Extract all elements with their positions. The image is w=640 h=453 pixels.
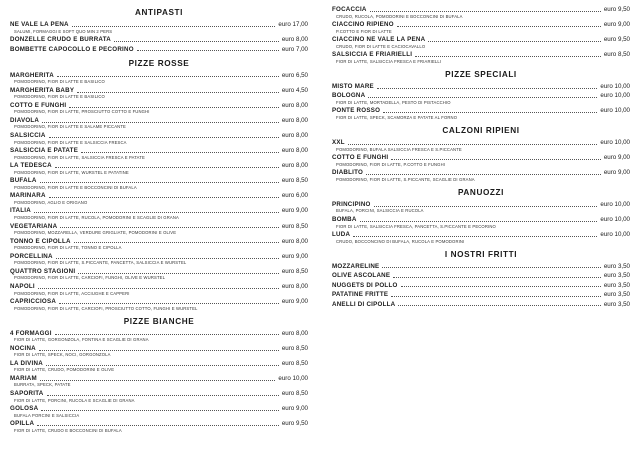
menu-item: [10, 46, 308, 53]
menu-item: [10, 102, 308, 115]
menu-item: [332, 154, 630, 167]
menu-item-description: FIOR DI LATTE, MORTADELLA, PESTO DI PISTACCHIO: [336, 99, 451, 105]
menu-item-name: MARINARA: [10, 192, 46, 200]
menu-item-name: NUGGETS DI POLLO: [332, 281, 398, 289]
menu-item: [332, 169, 630, 182]
menu-item-name: COTTO E FUNGHI: [10, 101, 67, 109]
menu-item: [10, 330, 308, 343]
menu-item-name: QUATTRO STAGIONI: [10, 267, 76, 275]
menu-item: [10, 360, 308, 373]
leader-dots: [60, 227, 279, 228]
menu-item: [10, 268, 308, 281]
menu-item-price: euro 9,00: [603, 154, 630, 162]
menu-item-description: FIOR DI LATTE, PORCINI, RUCOLA E SCAGLIE DI GRANA: [14, 397, 135, 403]
menu-item-price: euro 8,00: [281, 101, 308, 109]
menu-item: [10, 36, 308, 43]
menu-item-price: euro 8,00: [281, 329, 308, 337]
menu-item-price: euro 9,00: [603, 169, 630, 177]
menu-item-price: euro 10,00: [278, 374, 308, 382]
leader-dots: [368, 97, 597, 98]
menu-item-name: PATATINE FRITTE: [332, 291, 389, 299]
section-items-pizze-speciali: [332, 83, 630, 120]
menu-item-line: [10, 268, 308, 275]
menu-item-price: euro 8,50: [281, 344, 308, 352]
menu-item: [10, 390, 308, 403]
menu-item-line: [10, 330, 308, 337]
menu-item: [10, 375, 308, 388]
section-items-pizze-bianche: [10, 330, 308, 433]
section-title-nostri-fritti: I NOSTRI FRITTI: [444, 249, 518, 259]
leader-dots: [41, 410, 279, 411]
menu-item: [10, 223, 308, 236]
leader-dots: [393, 277, 601, 278]
menu-item-price: euro 3,50: [603, 281, 630, 289]
menu-item-price: euro 7,00: [281, 45, 308, 53]
menu-item-price: euro 10,00: [600, 92, 630, 100]
menu-item-name: CIACCINO NE VALE LA PENA: [332, 36, 426, 44]
menu-item-price: euro 10,00: [600, 231, 630, 239]
menu-item-name: DONZELLE CRUDO E BURRATA: [10, 36, 111, 44]
menu-item-price: euro 8,00: [281, 162, 308, 170]
menu-item: [10, 21, 308, 34]
menu-item-price: euro 9,50: [603, 36, 630, 44]
menu-item-description: POMODORINO, FIOR DI LATTE, CARCIOFI, FUNGHI, OLIVE E WURSTEL: [14, 275, 166, 281]
leader-dots: [69, 107, 279, 108]
menu-item-description: BUFALA PORCINI E SALSICCIA: [14, 412, 80, 418]
leader-dots: [59, 303, 279, 304]
menu-item: [332, 92, 630, 105]
menu-item-name: FOCACCIA: [332, 6, 367, 13]
leader-dots: [383, 112, 597, 113]
section-items-antipasti: [10, 21, 308, 53]
menu-item-price: euro 4,50: [281, 86, 308, 94]
leader-dots: [55, 167, 279, 168]
menu-item-line: [10, 192, 308, 199]
menu-item: [332, 139, 630, 152]
menu-item-line: [332, 216, 630, 223]
menu-item-description: FIOR DI LATTE, SPECK, NOCI, GORGONZOLA: [14, 352, 111, 358]
menu-item: [332, 282, 630, 289]
leader-dots: [49, 197, 279, 198]
menu-item-line: [10, 420, 308, 427]
leader-dots: [391, 159, 601, 160]
menu-item-description: POMODORINO, FIOR DI LATTE E SALSICCIA FRESCA: [14, 139, 127, 145]
menu-item-description: POMODORINO, AGLIO E ORIGANO: [14, 199, 88, 205]
menu-item-price: euro 10,00: [600, 82, 630, 90]
menu-item-line: [10, 132, 308, 139]
section-title-pizze-speciali: PIZZE SPECIALI: [445, 69, 517, 79]
menu-item-name: VEGETARIANA: [10, 222, 58, 230]
section-title-calzoni-ripieni: CALZONI RIPIENI: [442, 126, 520, 136]
menu-item-name: MARGHERITA: [10, 71, 54, 79]
menu-item-name: ANELLI DI CIPOLLA: [332, 300, 396, 308]
menu-item-price: euro 8,50: [281, 359, 308, 367]
leader-dots: [391, 296, 601, 297]
section-items-nostri-fritti: [332, 263, 630, 308]
menu-item-line: [10, 177, 308, 184]
menu-item-line: [332, 21, 630, 28]
menu-item-description: CRUDO, BOCCONCINO DI BUFALA, RUCOLA E POMODORINI: [336, 238, 465, 244]
leader-dots: [415, 56, 601, 57]
menu-item-line: [332, 51, 630, 58]
menu-item-price: euro 9,50: [603, 6, 630, 13]
leader-dots: [38, 288, 279, 289]
menu-item-line: [10, 72, 308, 79]
menu-item-name: LA DIVINA: [10, 359, 43, 367]
menu-item-price: euro 8,50: [281, 177, 308, 185]
menu-item-line: [332, 36, 630, 43]
menu-item-line: [10, 162, 308, 169]
menu-item-description: POMODORINO, MOZZARELLA, VERDURE GRIGLIATE, POMODORINI E OLIVE: [14, 230, 177, 236]
leader-dots: [46, 365, 279, 366]
menu-item-line: [10, 21, 308, 28]
menu-item: [10, 147, 308, 160]
menu-item-description: POMODORINO, FIOR DI LATTE, P.COTTO E FUNGHI: [336, 161, 446, 167]
menu-item: [332, 201, 630, 214]
menu-item-description: BURRATA, SPECK, PATATE: [14, 382, 71, 388]
menu-item-line: [332, 154, 630, 161]
menu-item-description: FIOR DI LATTE, CRUDO E BOCCONCINI DI BUFALA: [14, 427, 122, 433]
menu-column-right: [320, 6, 640, 453]
menu-item-price: euro 8,00: [281, 131, 308, 139]
menu-item-price: euro 3,50: [603, 272, 630, 280]
menu-item-description: POMODORINO, FIOR DI LATTE, CARCIOFI, PROSCIUTTO COTTO, FUNGHI E WURSTEL: [14, 305, 198, 311]
menu-item-name: BOMBA: [332, 215, 357, 223]
menu-item-name: NE VALE LA PENA: [10, 21, 69, 28]
menu-item-name: CAPRICCIOSA: [10, 298, 57, 305]
leader-dots: [47, 395, 279, 396]
leader-dots: [382, 267, 600, 268]
menu-item-description: SALUMI, FORMAGGI E SOFT QUO MIN 2 PERS: [14, 28, 113, 34]
menu-column-left: [0, 6, 320, 453]
menu-item-line: [10, 147, 308, 154]
menu-item-description: CRUDO, RUCOLA, POMODORINI E BOCCONCINI DI BUFALA: [336, 13, 463, 19]
menu-item: [10, 238, 308, 251]
menu-item-price: euro 10,00: [600, 215, 630, 223]
menu-item-name: BOMBETTE CAPOCOLLO E PECORINO: [10, 45, 134, 53]
menu-item-name: BOLOGNA: [332, 92, 366, 100]
menu-item-price: euro 8,50: [281, 389, 308, 397]
menu-item-line: [10, 36, 308, 43]
menu-item-name: PRINCIPINO: [332, 200, 371, 208]
menu-item-name: OPILLA: [10, 420, 35, 428]
menu-item: [10, 192, 308, 205]
menu-item: [10, 207, 308, 220]
menu-item-description: POMODORINO, BUFALA SALSICCIA FRESCA E S.PICCANTE: [336, 146, 462, 152]
menu-item-description: CRUDO, FIOR DI LATTE E CACIOCAVALLO: [336, 43, 426, 49]
leader-dots: [49, 137, 279, 138]
menu-item-line: [10, 223, 308, 230]
menu-item: [332, 36, 630, 49]
menu-item-name: MARGHERITA BABY: [10, 86, 75, 94]
menu-item-description: FIOR DI LATTE, GORGONZOLA, FONTINA E SCAGLIE DI GRANA: [14, 337, 149, 343]
menu-item-line: [10, 375, 308, 382]
menu-item: [332, 6, 630, 19]
menu-item-line: [332, 92, 630, 99]
menu-item-name: NOCINA: [10, 344, 36, 352]
menu-item-price: euro 3,50: [603, 300, 630, 308]
menu-item-price: euro 9,50: [281, 420, 308, 428]
menu-item-line: [10, 298, 308, 305]
section-title-pizze-rosse: PIZZE ROSSE: [128, 58, 190, 68]
menu-item: [10, 298, 308, 311]
menu-item-price: euro 9,00: [281, 252, 308, 260]
menu-item-price: euro 10,00: [600, 139, 630, 147]
leader-dots: [40, 182, 279, 183]
leader-dots: [428, 41, 601, 42]
menu-item-line: [332, 231, 630, 238]
section-items-panuozzi: [332, 201, 630, 244]
menu-item-line: [10, 253, 308, 260]
leader-dots: [81, 152, 279, 153]
menu-item-price: euro 10,00: [600, 107, 630, 115]
menu-item-price: euro 17,00: [278, 21, 308, 28]
menu-item-description: POMODORINO, FIOR DI LATTE, WURSTEL E PATATINE: [14, 169, 129, 175]
leader-dots: [397, 26, 601, 27]
menu-item-name: NAPOLI: [10, 282, 35, 290]
menu-item-description: POMODORINO, FIOR DI LATTE, S.PICCANTE, SCAGLIE DI GRANA: [336, 176, 475, 182]
menu-item-line: [10, 283, 308, 290]
menu-item-line: [332, 272, 630, 279]
leader-dots: [78, 273, 279, 274]
menu-item-price: euro 9,00: [281, 207, 308, 215]
leader-dots: [34, 212, 279, 213]
menu-item: [10, 132, 308, 145]
leader-dots: [353, 236, 597, 237]
menu-item-line: [10, 102, 308, 109]
menu-item-price: euro 9,00: [603, 21, 630, 29]
menu-item-line: [332, 263, 630, 270]
menu-item-price: euro 8,50: [281, 222, 308, 230]
menu-item: [332, 272, 630, 279]
menu-item: [332, 21, 630, 34]
section-title-pizze-bianche: PIZZE BIANCHE: [123, 316, 195, 326]
leader-dots: [401, 286, 601, 287]
menu-item: [10, 87, 308, 100]
menu-item-name: CIACCINO RIPIENO: [332, 21, 394, 29]
menu-item: [10, 420, 308, 433]
menu-item-name: MARIAM: [10, 374, 37, 382]
leader-dots: [114, 41, 279, 42]
leader-dots: [37, 425, 279, 426]
menu-item-price: euro 10,00: [600, 200, 630, 208]
menu-item: [332, 231, 630, 244]
section-title-antipasti: ANTIPASTI: [134, 8, 183, 17]
leader-dots: [360, 221, 598, 222]
menu-item-line: [10, 207, 308, 214]
menu-item-name: DIAVOLA: [10, 116, 40, 124]
leader-dots: [42, 122, 279, 123]
menu-item-line: [332, 282, 630, 289]
menu-item-description: POMODORINO, FIOR DI LATTE E BASILICO: [14, 79, 105, 85]
menu-item-line: [10, 238, 308, 245]
menu-item-line: [10, 117, 308, 124]
section-title-panuozzi: PANUOZZI: [457, 187, 505, 197]
menu-item-line: [332, 107, 630, 114]
leader-dots: [374, 206, 598, 207]
menu-item-line: [332, 169, 630, 176]
menu-item: [10, 253, 308, 266]
menu-item: [10, 283, 308, 296]
menu-item-line: [10, 360, 308, 367]
menu-item-price: euro 3,50: [603, 262, 630, 270]
menu-item-line: [10, 390, 308, 397]
leader-dots: [72, 26, 276, 27]
menu-item-description: POMODORINO, FIOR DI LATTE, S.PICCANTE, PANCETTA, SALSICCIA E WURSTEL: [14, 260, 187, 266]
menu-item-price: euro 9,00: [281, 405, 308, 413]
leader-dots: [39, 350, 279, 351]
menu-item-name: SALSICCIA E PATATE: [10, 147, 79, 155]
menu-item-line: [332, 6, 630, 13]
menu-item: [10, 345, 308, 358]
menu-item-price: euro 6,00: [281, 192, 308, 200]
menu-item-name: TONNO E CIPOLLA: [10, 237, 71, 245]
menu-item-description: FIOR DI LATTE, CRUDO, POMODORINI E OLIVE: [14, 367, 115, 373]
menu-item-price: euro 6,50: [281, 71, 308, 79]
menu-item-name: PONTE ROSSO: [332, 107, 381, 115]
menu-item-line: [10, 405, 308, 412]
menu-item-name: MISTO MARE: [332, 82, 374, 90]
menu-item-description: POMODORINO, FIOR DI LATTE, SALSICCIA FRESCA E PATATE: [14, 154, 145, 160]
menu-item-line: [332, 201, 630, 208]
leader-dots: [366, 174, 601, 175]
menu-item-price: euro 8,50: [281, 267, 308, 275]
leader-dots: [57, 76, 279, 77]
menu-item-price: euro 8,00: [281, 282, 308, 290]
menu-item: [332, 263, 630, 270]
menu-item-description: POMODORINO, FIOR DI LATTE, PROSCIUTTO COTTO E FUNGHI: [14, 109, 150, 115]
section-items-pizze-rosse: [10, 72, 308, 311]
menu-item-description: POMODORINO, FIOR DI LATTE E BOCCONCINI DI BUFALA: [14, 184, 137, 190]
menu-item-name: LA TEDESCA: [10, 162, 52, 170]
menu-item: [10, 162, 308, 175]
menu-item: [332, 51, 630, 64]
menu-item: [332, 107, 630, 120]
menu-item-line: [10, 46, 308, 53]
menu-item: [332, 291, 630, 298]
menu-item: [10, 72, 308, 85]
menu-item-name: ITALIA: [10, 207, 31, 215]
menu-item-name: LUDA: [332, 231, 351, 239]
leader-dots: [56, 258, 279, 259]
menu-item-line: [332, 83, 630, 90]
section-items-calzoni-ripieni: [332, 139, 630, 182]
menu-item-line: [10, 345, 308, 352]
menu-item-line: [332, 301, 630, 308]
menu-item-name: PORCELLINA: [10, 252, 53, 260]
menu-item-price: euro 8,50: [603, 51, 630, 59]
menu-item-description: BUFALA, PORCINI, SALSICCIA E RUCOLA: [336, 208, 424, 214]
menu-item-name: MOZZARELINE: [332, 262, 380, 270]
menu-item: [10, 177, 308, 190]
leader-dots: [137, 50, 279, 51]
leader-dots: [398, 305, 600, 306]
menu-item-description: FIOR DI LATTE, SALSICCIA FRESCA E FRIARIELLI: [336, 58, 442, 64]
menu-item-name: GOLOSA: [10, 405, 39, 413]
menu-item-description: POMODORINO, FIOR DI LATTE E SALAME PICCANTE: [14, 124, 127, 130]
menu-item-name: XXL: [332, 139, 345, 147]
menu-item-price: euro 8,00: [281, 147, 308, 155]
menu-item-description: POMODORINO, FIOR DI LATTE, ACCIUGHE E CAPPERI: [14, 290, 130, 296]
menu-item-name: SALSICCIA: [10, 131, 46, 139]
menu-item-description: POMODORINO, FIOR DI LATTE, TONNO E CIPOLLA: [14, 245, 122, 251]
menu-item: [10, 117, 308, 130]
leader-dots: [40, 380, 275, 381]
menu-item: [332, 301, 630, 308]
menu-item-description: POMODORINO, FIOR DI LATTE E BASILICO: [14, 94, 105, 100]
menu-item-price: euro 8,00: [281, 36, 308, 44]
menu-item-price: euro 3,50: [603, 291, 630, 299]
menu-item: [332, 83, 630, 90]
menu-item-description: POMODORINO, FIOR DI LATTE, RUCOLA, POMODORINI E SCAGLIE DI GRANA: [14, 215, 179, 221]
leader-dots: [377, 88, 597, 89]
menu-item-name: OLIVE ASCOLANE: [332, 272, 391, 280]
menu-item-name: COTTO E FUNGHI: [332, 154, 389, 162]
leader-dots: [77, 92, 279, 93]
menu-item-name: DIABLITO: [332, 169, 364, 177]
menu-item-price: euro 9,00: [281, 298, 308, 305]
menu-item: [10, 405, 308, 418]
leader-dots: [348, 144, 598, 145]
leader-dots: [55, 334, 279, 335]
menu-item-line: [332, 139, 630, 146]
menu-item-description: FIOR DI LATTE, SALSICCIA FRESCA, PANCETTA, S.PICCANTE E PECORINO: [336, 223, 496, 229]
menu-item-name: 4 FORMAGGI: [10, 329, 52, 337]
leader-dots: [370, 11, 601, 12]
menu-item: [332, 216, 630, 229]
menu-item-description: P.COTTO E FIOR DI LATTE: [336, 28, 392, 34]
menu-item-name: BUFALA: [10, 177, 37, 185]
menu-item-name: SALSICCIA E FRIARIELLI: [332, 51, 413, 59]
menu-item-price: euro 8,00: [281, 237, 308, 245]
menu-item-line: [332, 291, 630, 298]
menu-item-description: FIOR DI LATTE, SPECK, SCAMORZA E PATATE AL FORNO: [336, 115, 458, 121]
menu-item-name: SAPORITA: [10, 389, 44, 397]
leader-dots: [74, 242, 279, 243]
menu-item-price: euro 8,00: [281, 116, 308, 124]
section-items-focaccia-group: [332, 6, 630, 64]
menu-item-line: [10, 87, 308, 94]
